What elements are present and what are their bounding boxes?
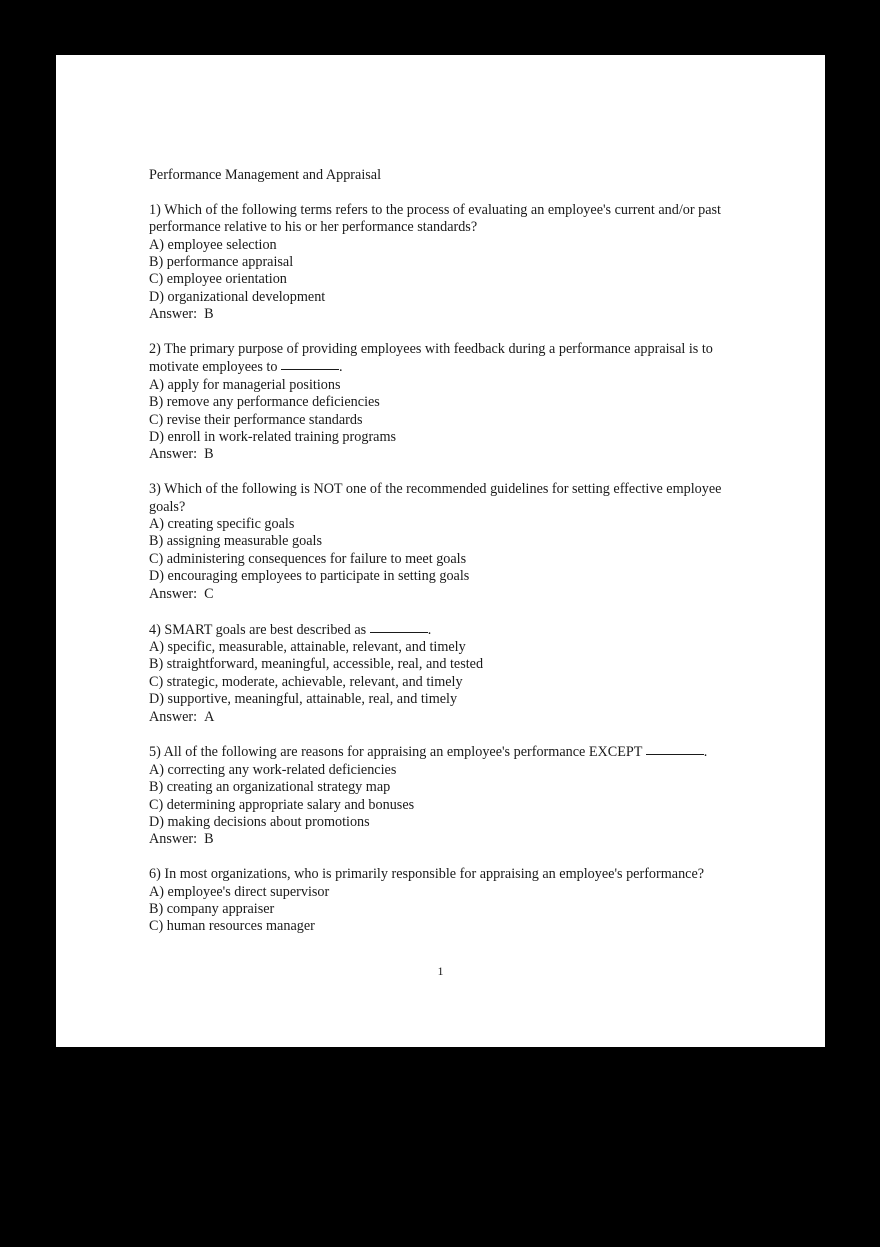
answer-label: Answer:	[149, 708, 198, 725]
question-stem-suffix: .	[427, 621, 432, 638]
answer-option: A) employee selection	[149, 236, 277, 253]
answer-option: B) creating an organizational strategy map	[149, 779, 391, 796]
question-stem-suffix: .	[703, 744, 708, 761]
answer-value: A	[204, 708, 215, 725]
answer-option: D) encouraging employees to participate in setting goals	[149, 568, 470, 585]
answer-option: D) organizational development	[149, 288, 326, 305]
answer-option: A) creating specific goals	[149, 516, 295, 533]
answer-label: Answer:	[149, 585, 198, 602]
answer-key-line	[149, 709, 727, 726]
answer-option: B) remove any performance deficiencies	[149, 394, 380, 411]
question-block	[149, 866, 727, 936]
spacer	[149, 184, 727, 201]
spacer	[149, 603, 727, 620]
question-stem: 1) Which of the following terms refers to the process of evaluating an employee's current and/or past performance relative to his or her performance standards?	[149, 201, 725, 236]
question-block	[149, 743, 727, 848]
fill-in-blank	[370, 620, 428, 633]
answer-option: B) company appraiser	[149, 900, 275, 917]
answer-key-line	[149, 306, 727, 323]
answer-option: D) making decisions about promotions	[149, 813, 370, 830]
questions-container	[149, 202, 727, 936]
answer-option: A) apply for managerial positions	[149, 376, 341, 393]
question-block	[149, 621, 727, 726]
question-stem: 6) In most organizations, who is primarily responsible for appraising an employee's performance?	[149, 866, 705, 883]
answer-option: A) specific, measurable, attainable, relevant, and timely	[149, 638, 466, 655]
question-stem-text: 2) The primary purpose of providing employees with feedback during a performance appraisal is to motivate employees to	[149, 341, 717, 376]
answer-option: C) revise their performance standards	[149, 411, 363, 428]
answer-value: B	[204, 831, 214, 848]
question-stem	[149, 743, 727, 761]
spacer	[149, 726, 727, 743]
spacer	[149, 464, 727, 481]
answer-option: B) performance appraisal	[149, 254, 294, 271]
answer-option: C) administering consequences for failure to meet goals	[149, 550, 467, 567]
question-stem: 3) Which of the following is NOT one of the recommended guidelines for setting effective employee goals?	[149, 481, 726, 515]
answer-option: B) straightforward, meaningful, accessible, real, and tested	[149, 656, 484, 673]
answer-value: C	[204, 585, 214, 602]
answer-option: C) determining appropriate salary and bonuses	[149, 796, 415, 813]
question-block	[149, 341, 727, 464]
answer-option: A) correcting any work-related deficiencies	[149, 761, 397, 778]
page-title: Performance Management and Appraisal	[149, 167, 382, 183]
document-page	[56, 55, 825, 1047]
answer-option: D) supportive, meaningful, attainable, real, and timely	[149, 691, 458, 708]
answer-label: Answer:	[149, 306, 198, 323]
answer-option: C) employee orientation	[149, 271, 287, 288]
question-block	[149, 481, 727, 603]
answer-key-line	[149, 586, 727, 603]
page-number: 1	[437, 964, 444, 978]
answer-option: A) employee's direct supervisor	[149, 883, 330, 900]
question-stem	[149, 621, 727, 639]
answer-value: B	[204, 306, 214, 323]
answer-key-line	[149, 831, 727, 848]
question-stem	[149, 341, 727, 377]
answer-option: B) assigning measurable goals	[149, 533, 322, 550]
answer-label: Answer:	[149, 831, 198, 848]
question-block	[149, 202, 727, 324]
answer-key-line	[149, 446, 727, 463]
question-stem-text: 5) All of the following are reasons for appraising an employee's performance EXCEPT	[149, 744, 646, 761]
question-stem-text: 4) SMART goals are best described as	[149, 621, 370, 638]
spacer	[149, 849, 727, 866]
fill-in-blank	[646, 742, 704, 755]
answer-option: C) human resources manager	[149, 918, 315, 935]
question-stem-suffix: .	[339, 359, 343, 376]
fill-in-blank	[281, 357, 339, 370]
document-body	[149, 167, 727, 936]
answer-label: Answer:	[149, 446, 198, 463]
answer-value: B	[204, 446, 214, 463]
answer-option: C) strategic, moderate, achievable, relevant, and timely	[149, 673, 463, 690]
spacer	[149, 324, 727, 341]
answer-option: D) enroll in work-related training programs	[149, 429, 397, 446]
